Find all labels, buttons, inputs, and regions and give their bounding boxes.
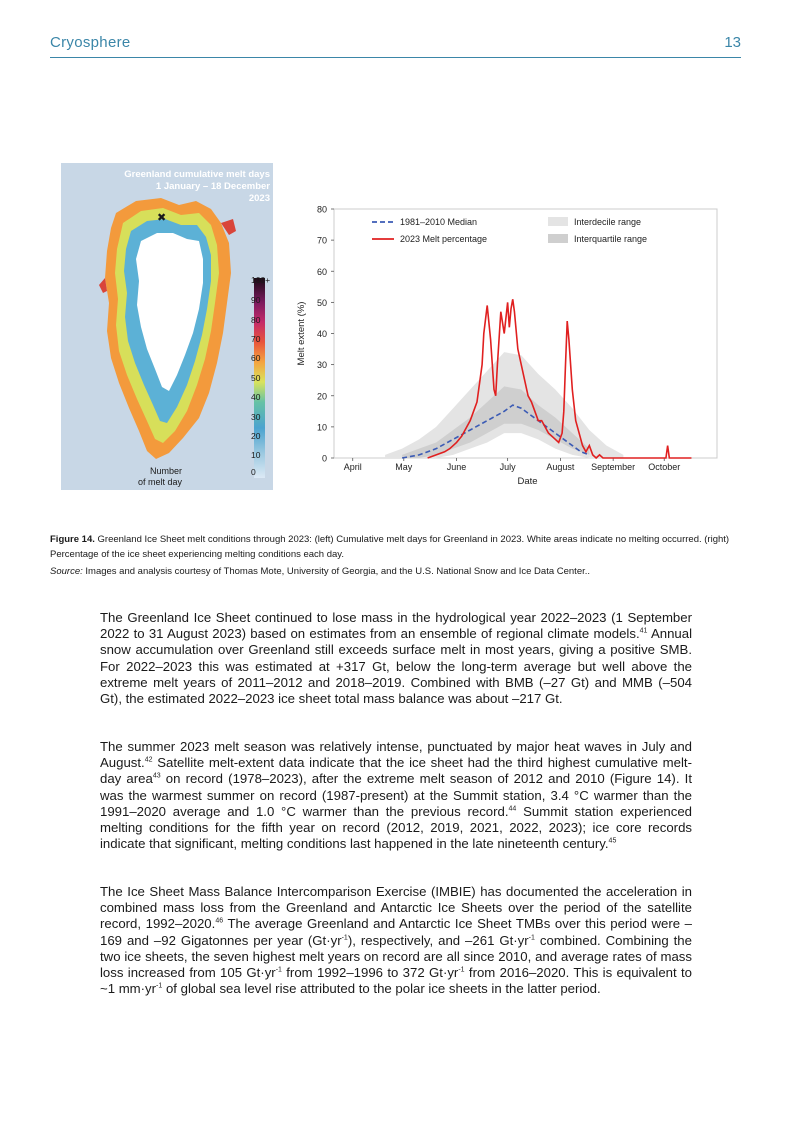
x-tick-label: August [546, 462, 575, 472]
x-tick-label: September [591, 462, 636, 472]
legend-interquartile-label: Interquartile range [574, 234, 648, 244]
y-tick-label: 80 [316, 204, 327, 215]
footnote-ref: 46 [215, 918, 224, 926]
y-tick-label: 20 [316, 391, 327, 402]
y-axis-title: Melt extent (%) [296, 301, 307, 366]
y-tick-label: 40 [316, 329, 327, 339]
x-tick-label: June [446, 462, 467, 472]
colorbar-tick: 90 [251, 295, 261, 305]
colorbar-tick: 100+ [251, 275, 271, 285]
figure-caption-text: Greenland Ice Sheet melt conditions through 2023: (left) Cumulative melt days for Greenland in 2023. White areas indicate no melting occurred. (right) Percentage of the ice sheet experiencing melting conditions each day. [50, 534, 730, 560]
body-paragraph-1: The Greenland Ice Sheet continued to lose mass in the hydrological year 2022–2023 (1 September 2022 to 31 August 2023) based on estimates from an ensemble of regional climate models.$^{41}$ Annual snow accumulation over Greenland still exceeds surface melt in most years, giving a positive SMB. For 2022–2023 this was estimated at +317 Gt, below the long-term average but well above the extreme melt years of 2011–2012 and 2018–2019. Combined with BMB (–27 Gt) and MMB (–504 Gt), the estimated 2022–2023 ice sheet total mass balance was about –217 Gt. [100, 610, 693, 707]
colorbar-tick: 0 [251, 467, 256, 477]
legend-interdecile-label: Interdecile range [574, 217, 642, 227]
colorbar-tick: 80 [251, 315, 261, 325]
greenland-map-graphic [61, 163, 273, 490]
x-tick-label: April [343, 462, 362, 472]
legend-interquartile-swatch [548, 234, 568, 243]
footnote-ref: 45 [608, 837, 617, 845]
x-tick-label: July [499, 462, 516, 472]
x-tick-label: October [648, 462, 681, 472]
body-paragraph-2: The summer 2023 melt season was relatively intense, punctuated by major heat waves in July and August.$^{42}$ Satellite melt-extent data indicate that the ice sheet had the third highest cumulative melt-day area$^{43}$ on record (1978–2023), after the extreme melt season of 2012 and 2010 (Figure 14). It was the warmest summer on record (1987-present) at the Summit station, 3.4 °C warmer than the 1991–2020 average and 1.0 °C warmer than the previous record.$^{44}$ Summit station experienced melting conditions for the fifth year on record (2012, 2019, 2021, 2022, 2023); ice core records indicate that significant, melting conditions last happened in the late nineteenth century.$^{45}$ [100, 739, 692, 852]
header-divider [50, 57, 741, 58]
figure-label: Figure 14. [50, 534, 95, 545]
y-tick-label: 10 [316, 422, 327, 433]
colorbar-tick: 60 [251, 353, 261, 363]
footnote-ref: 42 [144, 756, 153, 764]
footnote-ref: 41 [639, 627, 648, 635]
figure-caption [50, 532, 743, 562]
summit-station-marker: ✖ [157, 212, 167, 224]
source-text: Images and analysis courtesy of Thomas Mote, University of Georgia, and the U.S. National Snow and Ice Data Center.. [82, 566, 591, 577]
legend-median-label: 1981–2010 Median [400, 217, 478, 227]
y-tick-label: 50 [316, 297, 327, 308]
colorbar-tick: 50 [251, 373, 261, 383]
colorbar-tick: 70 [251, 334, 261, 344]
greenland-melt-map [61, 163, 273, 490]
colorbar-caption: Number of melt day [137, 466, 182, 487]
y-tick-label: 0 [321, 453, 327, 464]
colorbar-tick: 40 [251, 392, 261, 402]
melt-extent-chart [290, 200, 730, 500]
y-tick-label: 70 [316, 235, 327, 246]
x-axis-title: Date [517, 476, 538, 487]
y-tick-label: 30 [316, 360, 327, 371]
section-title: Cryosphere [50, 34, 131, 51]
footnote-ref: 44 [508, 805, 517, 813]
figure-source [50, 566, 743, 577]
footnote-ref: 43 [152, 773, 161, 781]
body-paragraph-3: The Ice Sheet Mass Balance Intercomparison Exercise (IMBIE) has documented the acceleration in combined mass loss from the Greenland and Antarctic Ice Sheets over the period of the satellite record, 1992–2020.46 The average Greenland and Antarctic Ice Sheet TMBs over this period were –169 and –92 Gigatonnes per year $(Gt\cdot yr^{-1})$, respectively, and –261 $Gt\cdot yr^{-1}$ combined. Combining the two ice sheets, the seven highest melt years on record are all since 2010, and average rates of mass loss increased from 105 $Gt\cdot yr^{-1}$ from 1992–1996 to 372 $Gt\cdot yr^{-1}$ from 2016–2020. This is equivalent to ~1 $mm\cdot yr^{-1}$ of global sea level rise attributed to the polar ice sheets in the latter period. [100, 884, 692, 997]
legend-melt-label: 2023 Melt percentage [400, 234, 488, 244]
legend-interdecile-swatch [548, 217, 568, 226]
melt-extent-chart-svg [290, 200, 730, 500]
source-label: Source: [50, 566, 83, 577]
colorbar-tick: 30 [251, 412, 261, 422]
x-tick-label: May [395, 462, 413, 472]
page-number: 13 [724, 34, 741, 51]
y-tick-label: 60 [316, 266, 327, 277]
colorbar-tick: 20 [251, 431, 261, 441]
map-title: Greenland cumulative melt days 1 January – 18 December 2023 [124, 169, 270, 204]
colorbar-tick: 10 [251, 450, 261, 460]
